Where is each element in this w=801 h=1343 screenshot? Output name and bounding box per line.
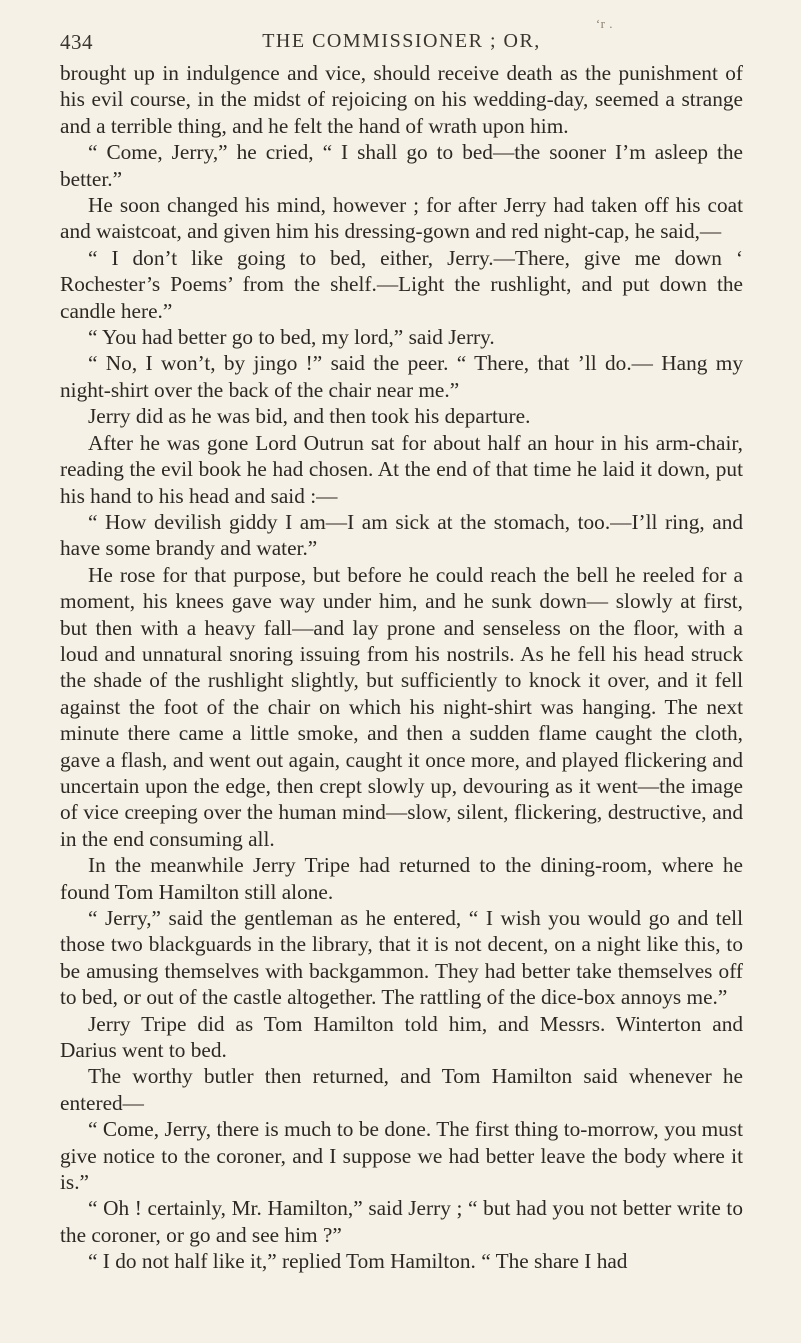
paragraph: brought up in indulgence and vice, should receive death as the punishment of his evil course, in the midst of rejoicing on his wedding-day, seemed a strange and a terrible thing, and he felt the hand of wrath upon him. <box>60 61 743 138</box>
running-title: THE COMMISSIONER ; OR, <box>262 30 541 52</box>
paragraph: Jerry Tripe did as Tom Hamilton told him, and Messrs. Winterton and Darius went to bed. <box>60 1011 743 1063</box>
page-body <box>60 60 743 1275</box>
paragraph: “ Come, Jerry,” he cried, “ I shall go to bed—the sooner I’m asleep the better.” <box>60 140 743 191</box>
paragraph: “ No, I won’t, by jingo !” said the peer. “ There, that ’ll do.— Hang my night-shirt over the back of the chair near me.” <box>60 351 743 402</box>
paragraph: He rose for that purpose, but before he could reach the bell he reeled for a moment, his knees gave way under him, and he sunk down— slowly at first, but then with a heavy fall—and lay prone and senseless on the floor, with a loud and unnatural snoring issuing from his nostrils. As he fell his head struck the shade of the rushlight slightly, but sufficiently to knock it over, and it fell against the foot of the chair on which his night-shirt was hanging. The next minute there came a little smoke, and then a sudden flame caught the cloth, gave a flash, and went out again, caught it once more, and played flickering and uncertain upon the edge, then crept slowly up, devouring as it went—the image of vice creeping over the human mind—slow, silent, flickering, destructive, and in the end consuming all. <box>60 562 743 851</box>
paragraph: “ I don’t like going to bed, either, Jerry.—There, give me down ‘ Rochester’s Poems’ from the shelf.—Light the rushlight, and put down the candle here.” <box>60 245 743 323</box>
paragraph: After he was gone Lord Outrun sat for about half an hour in his arm-chair, reading the evil book he had chosen. At the end of that time he laid it down, put his hand to his head and said :— <box>60 430 743 508</box>
paragraph: The worthy butler then returned, and Tom Hamilton said whenever he entered— <box>60 1064 743 1115</box>
paragraph: In the meanwhile Jerry Tripe had returned to the dining-room, where he found Tom Hamilton still alone. <box>60 853 743 904</box>
paragraph: “ I do not half like it,” replied Tom Hamilton. “ The share I had <box>88 1249 628 1274</box>
paragraph: Jerry did as he was bid, and then took his departure. <box>88 404 531 429</box>
paragraph: “ Jerry,” said the gentleman as he entered, “ I wish you would go and tell those two blackguards in the library, that it is not decent, on a night like this, to be amusing themselves with backgammon. They had better take themselves off to bed, or out of the castle altogether. The rattling of the dice-box annoys me.” <box>60 906 743 1010</box>
paragraph: “ Oh ! certainly, Mr. Hamilton,” said Jerry ; “ but had you not better write to the coroner, or go and see him ?” <box>60 1196 743 1247</box>
page-header <box>60 16 743 60</box>
paragraph: “ Come, Jerry, there is much to be done. The first thing to-morrow, you must give notice to the coroner, and I suppose we had better leave the body where it is.” <box>60 1117 743 1195</box>
paragraph: “ You had better go to bed, my lord,” said Jerry. <box>88 325 495 350</box>
paragraph: “ How devilish giddy I am—I am sick at the stomach, too.—I’ll ring, and have some brandy and water.” <box>60 509 743 561</box>
paragraph: He soon changed his mind, however ; for after Jerry had taken off his coat and waistcoat, and given him his dressing-gown and red night-cap, he said,— <box>60 193 743 244</box>
margin-mark: ʻr . <box>595 16 613 31</box>
page-number: 434 <box>60 30 93 54</box>
